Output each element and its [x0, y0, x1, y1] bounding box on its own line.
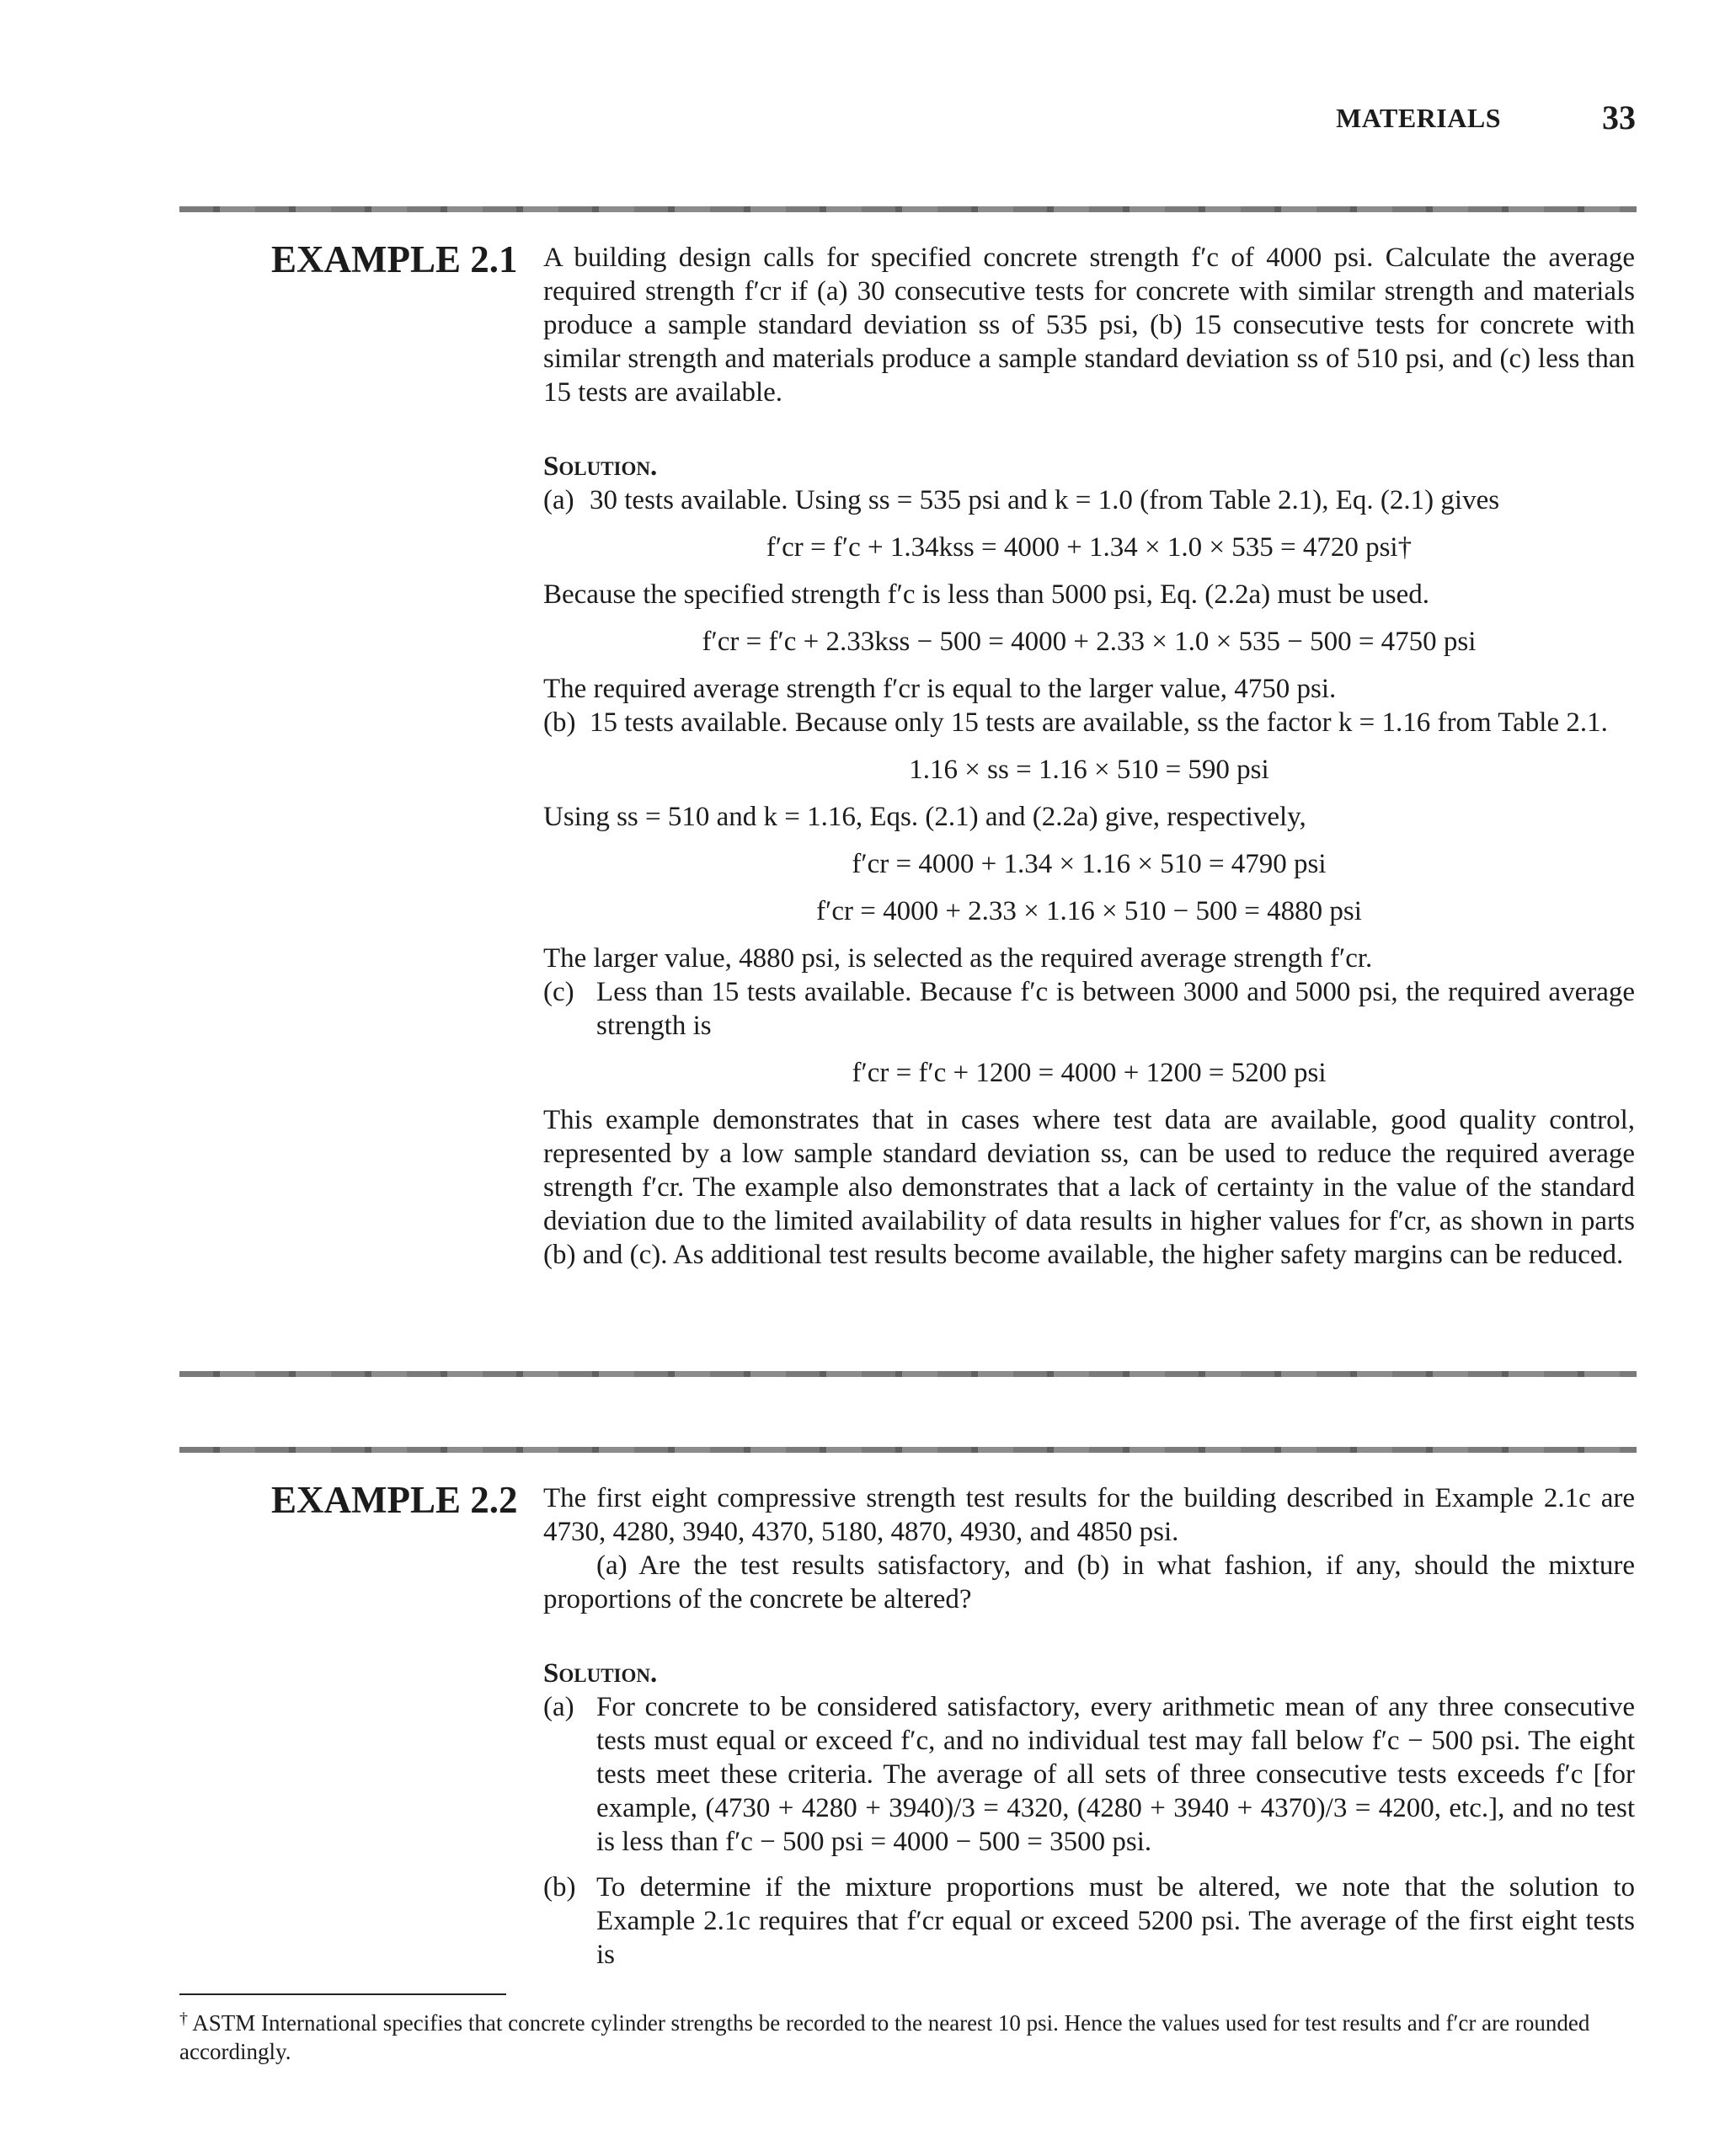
example-bottom-rule [179, 1371, 1637, 1377]
part-b [543, 706, 1635, 739]
example-2-2-questions: (a) Are the test results satisfactory, and (b) in what fashion, if any, should the mixture proportions of the concrete be altered? [543, 1550, 1635, 1614]
paragraph: This example demonstrates that in cases where test data are available, good quality control, represented by a low sample standard deviation ss, can be used to reduce the required average strength f′cr. The example also demonstrates that a lack of certainty in the value of the standard deviation due to the limited availability of data results in higher values for f′cr, as shown in parts (b) and (c). As additional test results become available, the higher safety margins can be reduced. [543, 1105, 1635, 1270]
footnote [179, 2004, 1611, 2066]
equation: f′cr = 4000 + 2.33 × 1.16 × 510 − 500 = 4880 psi [816, 896, 1362, 926]
example-2-1-body [543, 241, 1635, 1272]
part-c-marker: (c) [543, 977, 574, 1007]
running-section-title: MATERIALS [1336, 103, 1501, 133]
solution-heading: Solution. [543, 1658, 658, 1689]
part-a [543, 1690, 1635, 1859]
equation: f′cr = f′c + 1.34kss = 4000 + 1.34 × 1.0 × 535 = 4720 psi† [766, 532, 1413, 563]
part-a-marker: (a) [543, 1692, 574, 1722]
solution-heading: Solution. [543, 451, 658, 482]
paragraph: The required average strength f′cr is equal to the larger value, 4750 psi. [543, 674, 1337, 704]
paragraph: The larger value, 4880 psi, is selected as the required average strength f′cr. [543, 943, 1373, 974]
part-b [543, 1870, 1635, 1972]
part-b-marker: (b) [543, 1872, 576, 1903]
part-a-text: For concrete to be considered satisfactory, every arithmetic mean of any three consecutive tests must equal or exceed f′c, and no individual test may fall below f′c − 500 psi. The eight tests meet these criteria. The average of all sets of three consecutive tests exceeds f′c [for example, (4730 + 4280 + 3940)/3 = 4320, (4280 + 3940 + 4370)/3 = 4200, etc.], and no test is less than f′c − 500 psi = 4000 − 500 = 3500 psi. [596, 1692, 1635, 1857]
page-number: 33 [1602, 99, 1636, 136]
equation: f′cr = f′c + 2.33kss − 500 = 4000 + 2.33 × 1.0 × 535 − 500 = 4750 psi [702, 627, 1477, 657]
part-b-text: To determine if the mixture proportions must be altered, we note that the solution to Example 2.1c requires that f′cr equal or exceed 5200 psi. The average of the first eight tests is [596, 1872, 1635, 1970]
footnote-mark: † [179, 2009, 188, 2028]
paragraph: Using ss = 510 and k = 1.16, Eqs. (2.1) and (2.2a) give, respectively, [543, 802, 1306, 832]
part-c [543, 975, 1635, 1043]
example-2-2-label: EXAMPLE 2.2 [271, 1479, 518, 1521]
part-a-marker: (a) [543, 485, 574, 515]
example-top-rule [179, 206, 1637, 212]
example-2-1-label: EXAMPLE 2.1 [271, 238, 518, 280]
running-header [0, 99, 1725, 145]
equation: f′cr = f′c + 1200 = 4000 + 1200 = 5200 psi [852, 1058, 1327, 1088]
example-2-1-prompt: A building design calls for specified concrete strength f′c of 4000 psi. Calculate the average required strength f′cr if (a) 30 consecutive tests for concrete with similar strength and materials produce a sample standard deviation ss of 535 psi, (b) 15 consecutive tests for concrete with similar strength and materials produce a sample standard deviation ss of 510 psi, and (c) less than 15 tests are available. [543, 243, 1635, 408]
example-2-2-prompt: The first eight compressive strength test results for the building described in Example 2.1c are 4730, 4280, 3940, 4370, 5180, 4870, 4930, and 4850 psi. [543, 1483, 1635, 1547]
example-top-rule [179, 1447, 1637, 1453]
part-c-intro: Less than 15 tests available. Because f′c is between 3000 and 5000 psi, the required average strength is [596, 977, 1635, 1041]
part-a-intro: 30 tests available. Using ss = 535 psi and k = 1.0 (from Table 2.1), Eq. (2.1) gives [590, 485, 1500, 515]
part-b-marker: (b) [543, 707, 576, 738]
part-b-intro: 15 tests available. Because only 15 tests are available, ss the factor k = 1.16 from Table 2.1. [590, 707, 1608, 738]
equation: f′cr = 4000 + 1.34 × 1.16 × 510 = 4790 psi [852, 849, 1327, 879]
paragraph: Because the specified strength f′c is less than 5000 psi, Eq. (2.2a) must be used. [543, 579, 1429, 610]
footnote-rule [179, 1993, 506, 1995]
equation: 1.16 × ss = 1.16 × 510 = 590 psi [909, 755, 1269, 785]
example-2-2-body [543, 1481, 1635, 1972]
part-a [543, 483, 1635, 517]
footnote-text: ASTM International specifies that concrete cylinder strengths be recorded to the nearest 10 psi. Hence the values used for test results and f′cr are rounded accordingly. [179, 2010, 1590, 2064]
